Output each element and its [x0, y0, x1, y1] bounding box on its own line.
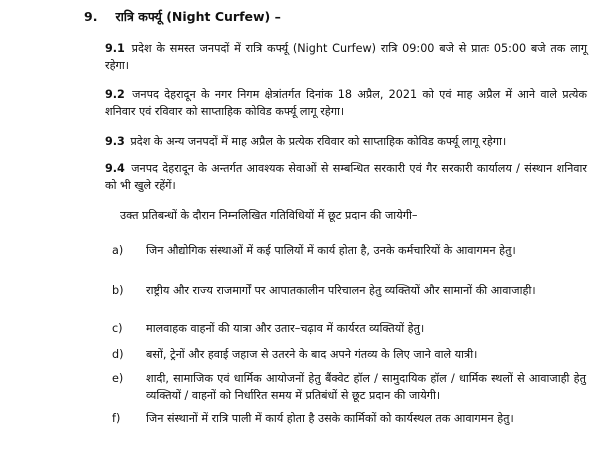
item-text: शादी, सामाजिक एवं धार्मिक आयोजनों हेतु बैंक्वेट हॉल / सामुदायिक हॉल / धार्मिक स्थलों से आवाजाही हेतु व्यक्तियों / वाहनों को निर्धारित समय में प्रतिबंधों से छूट प्रदान की जायेगी।	[146, 372, 586, 402]
paragraph-9-3	[105, 133, 587, 150]
item-text: राष्ट्रीय और राज्य राजमार्गों पर आपातकालीन परिचालन हेतु व्यक्तियों और सामानों की आवाजाही।	[146, 284, 536, 297]
paragraph-9-2	[105, 86, 587, 120]
paragraph-text: जनपद देहरादून के नगर निगम क्षेत्रांतर्गत दिनांक 18 अप्रैल, 2021 को एवं माह अप्रैल में आने वाले प्रत्येक शनिवार एवं रविवार को साप्ताहिक कोविड कर्फ्यू लागू रहेगा।	[105, 88, 587, 118]
item-label: d)	[112, 348, 124, 361]
exemptions-intro: उक्त प्रतिबन्धों के दौरान निम्नलिखित गतिविधियों में छूट प्रदान की जायेगी–	[120, 209, 418, 222]
item-text: जिन संस्थानों में रात्रि पाली में कार्य होता है उसके कार्मिकों को कार्यस्थल तक आवागमन हेतु।	[146, 412, 514, 425]
section-heading	[84, 8, 281, 25]
item-label: c)	[112, 322, 123, 335]
item-label: e)	[112, 372, 124, 385]
paragraph-9-4	[105, 160, 587, 194]
item-label: f)	[112, 412, 121, 425]
paragraph-number: 9.4	[105, 162, 125, 175]
section-number: 9.	[84, 9, 98, 24]
paragraph-9-1	[105, 40, 587, 74]
paragraph-text: प्रदेश के अन्य जनपदों में माह अप्रैल के प्रत्येक रविवार को साप्ताहिक कोविड कर्फ्यू लागू रहेगा।	[130, 135, 507, 148]
paragraph-number: 9.3	[105, 135, 125, 148]
item-label: a)	[112, 244, 124, 257]
paragraph-number: 9.1	[105, 42, 125, 55]
paragraph-text: जनपद देहरादून के अन्तर्गत आवश्यक सेवाओं से सम्बन्धित सरकारी एवं गैर सरकारी कार्यालय / संस्थान शनिवार को भी खुले रहेंगें।	[105, 162, 587, 192]
item-text: मालवाहक वाहनों की यात्रा और उतार–चढ़ाव में कार्यरत व्यक्तियों हेतु।	[146, 322, 425, 335]
paragraph-text: प्रदेश के समस्त जनपदों में रात्रि कर्फ्यू (Night Curfew) रात्रि 09:00 बजे से प्रातः 05:00 बजे तक लागू रहेगा।	[105, 42, 588, 72]
item-text: जिन औद्योगिक संस्थाओं में कई पालियों में कार्य होता है, उनके कर्मचारियों के आवागमन हेतु।	[146, 244, 516, 257]
paragraph-number: 9.2	[105, 88, 125, 101]
section-title: रात्रि कर्फ्यू (Night Curfew) –	[115, 9, 281, 24]
item-text: बसों, ट्रेनों और हवाई जहाज से उतरने के बाद अपने गंतव्य के लिए जाने वाले यात्री।	[146, 348, 478, 361]
item-label: b)	[112, 284, 124, 297]
